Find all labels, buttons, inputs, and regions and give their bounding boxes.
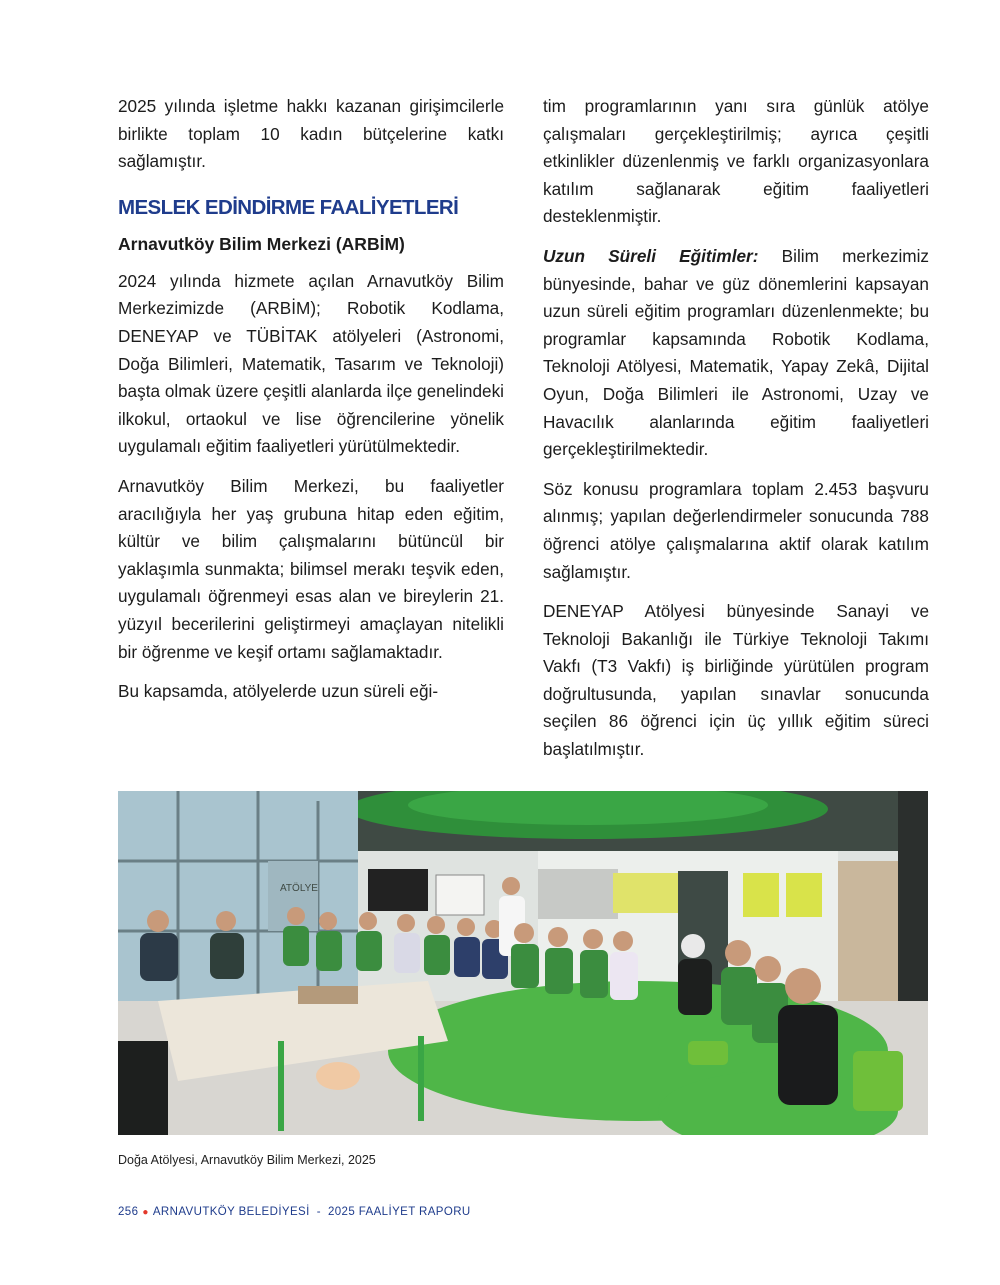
photo-caption: Doğa Atölyesi, Arnavutköy Bilim Merkezi, 2025 bbox=[118, 1153, 376, 1167]
long-term-paragraph bbox=[543, 243, 929, 464]
body-paragraph: DENEYAP Atölyesi bünyesinde Sanayi ve Teknoloji Bakanlığı ile Türkiye Teknoloji Takımı Vakfı (T3 Vakfı) iş birliğinde yürütülen program doğrultusunda, yapılan sınavlar sonucunda seçilen 86 öğrenci için üç yıllık eğitim süreci başlatılmıştır. bbox=[543, 601, 929, 760]
left-column bbox=[118, 93, 504, 718]
intro-paragraph: 2025 yılında işletme hakkı kazanan girişimcilerle birlikte toplam 10 kadın bütçelerine katkı sağlamıştır. bbox=[118, 96, 504, 172]
footer-organization: ARNAVUTKÖY BELEDİYESİ bbox=[152, 1206, 310, 1218]
footer-dot-icon: ● bbox=[142, 1207, 149, 1218]
long-term-text: Bilim merkezimiz bünyesinde, bahar ve güz dönemlerini kapsayan uzun süreli eğitim programları düzenlenmekte; bu programlar kapsamında Robotik Kodlama, Teknoloji Atölyesi, Matematik, Yapay Zekâ, Dijital Oyun, Doğa Bilimleri ile Astronomi, Uzay ve Havacılık alanlarında eğitim faaliyetleri gerçekleştirilmektedir. bbox=[543, 245, 930, 460]
subheading: Arnavutköy Bilim Merkezi (ARBİM) bbox=[118, 233, 405, 254]
workshop-photo bbox=[118, 791, 928, 1135]
body-paragraph: Söz konusu programlara toplam 2.453 başvuru alınmış; yapılan değerlendirmeler sonucunda 788 öğrenci atölye çalışmalarına aktif olarak katılım sağlamıştır. bbox=[543, 478, 929, 582]
workshop-photo-illustration bbox=[118, 791, 928, 1135]
continuation-paragraph: tim programlarının yanı sıra günlük atölye çalışmaları gerçekleştirilmiş; ayrıca çeşitli etkinlikler düzenlenmiş ve farklı organizasyonlara katılım sağlanarak eğitim faaliyetleri desteklenmiştir. bbox=[543, 96, 929, 227]
footer-report-title: 2025 FAALİYET RAPORU bbox=[327, 1206, 471, 1218]
body-paragraph: 2024 yılında hizmete açılan Arnavutköy Bilim Merkezimizde (ARBİM); Robotik Kodlama, DENEYAP ve TÜBİTAK atölyeleri (Astronomi, Doğa Bilimleri, Matematik, Tasarım ve Teknoloji) başta olmak üzere çeşitli alanlarda ilçe genelindeki ilkokul, ortaokul ve lise öğrencilerine yönelik uygulamalı eğitim faaliyetleri yürütülmektedir. bbox=[118, 270, 504, 457]
section-heading: MESLEK EDİNDİRME FAALİYETLERİ bbox=[118, 195, 459, 219]
body-paragraph: Arnavutköy Bilim Merkezi, bu faaliyetler aracılığıyla her yaş grubuna hitap eden eğitim, kültür ve bilim çalışmalarını bütüncül bir yaklaşımla sunmakta; bilimsel merakı teşvik eden, uygulamalı öğrenmeyi esas alan ve bireylerin 21. yüzyıl becerilerini geliştirmeyi amaçlayan nitelikli bir öğrenme ve keşif ortamı sağlamaktadır. bbox=[118, 475, 504, 662]
body-paragraph: Bu kapsamda, atölyelerde uzun süreli eği- bbox=[118, 681, 439, 702]
page-footer bbox=[118, 1206, 471, 1218]
long-term-lead: Uzun Süreli Eğitimler: bbox=[543, 245, 759, 266]
page-number: 256 bbox=[118, 1206, 139, 1218]
footer-separator: - bbox=[316, 1206, 321, 1218]
right-column bbox=[543, 93, 929, 776]
wall-sign-text: ATÖLYE bbox=[280, 883, 318, 894]
